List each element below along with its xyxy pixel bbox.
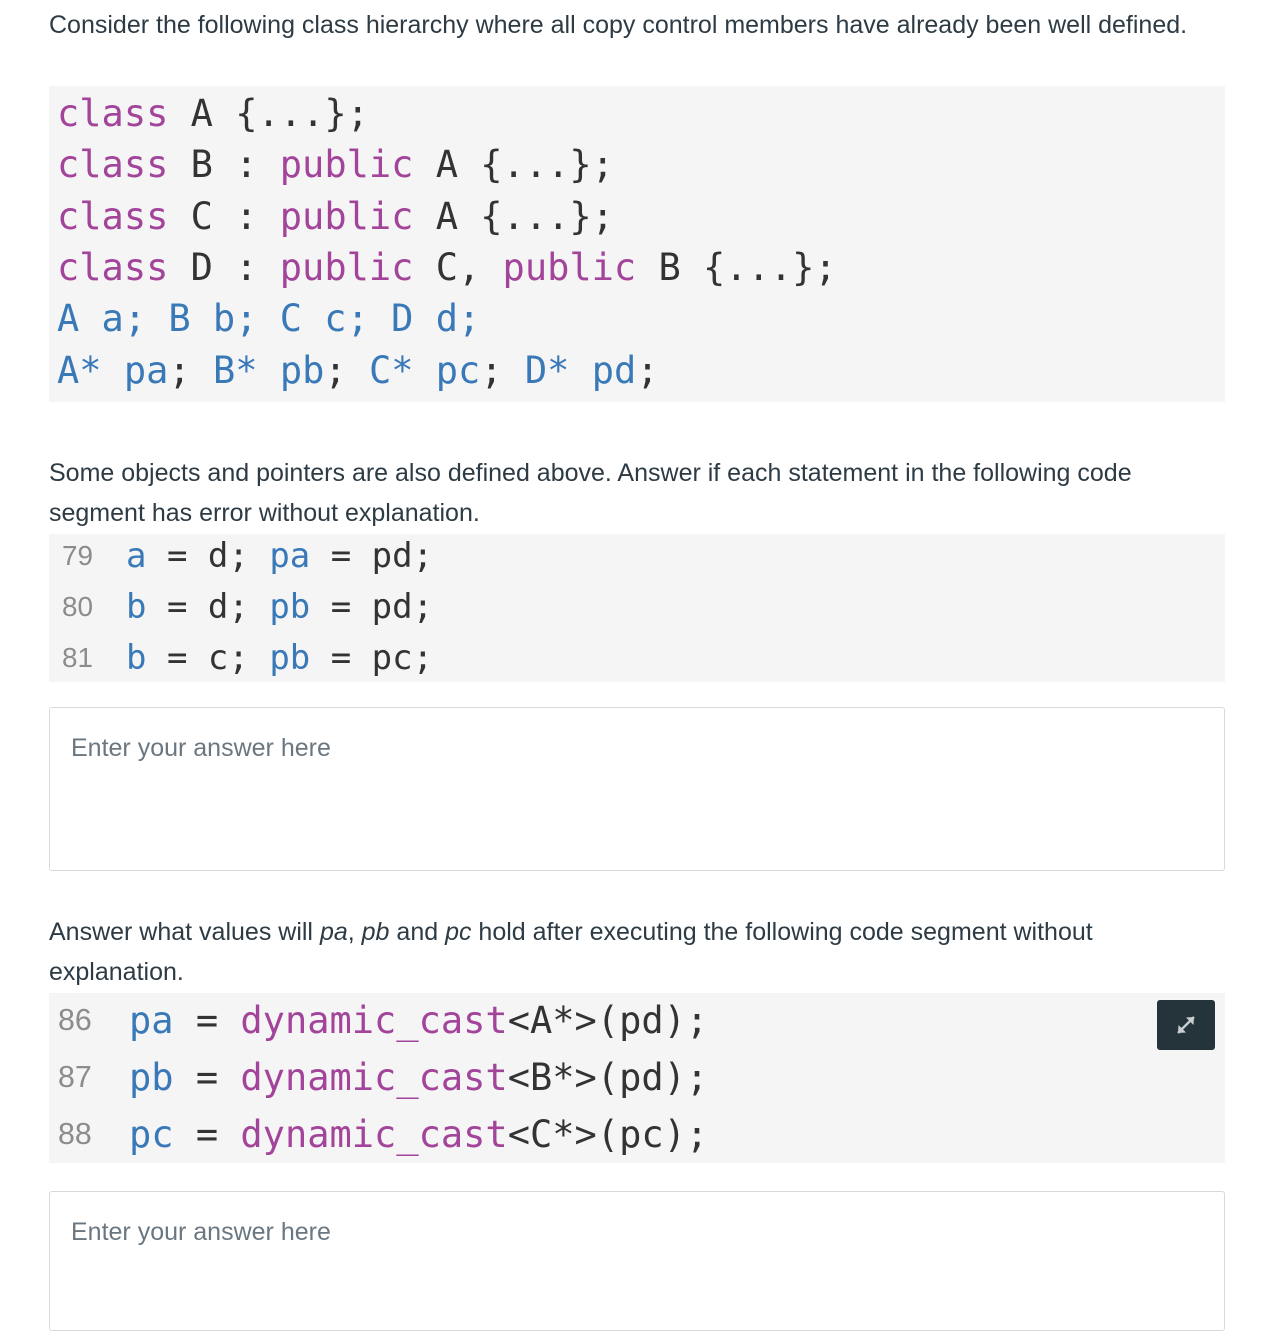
code-token: A {...}; xyxy=(413,143,614,186)
question-2-intro: Some objects and pointers are also defined above. Answer if each statement in the following code segment has error without explanation. xyxy=(49,459,1132,527)
code-token: C : xyxy=(168,195,280,238)
code-token: B {...}; xyxy=(636,246,837,289)
line-number: 79 xyxy=(62,540,94,571)
line-number: 86 xyxy=(58,1004,92,1037)
line-number: 80 xyxy=(62,591,94,622)
question-1-intro: Consider the following class hierarchy where all copy control members have already been well defined. xyxy=(49,11,1188,39)
code-line xyxy=(57,297,480,341)
line-number: 81 xyxy=(62,642,94,673)
code-token: A {...}; xyxy=(413,195,614,238)
code-token: public xyxy=(279,143,414,186)
intro-text: , xyxy=(347,918,362,946)
code-token: ; xyxy=(636,349,659,392)
dynamic-cast-code-block xyxy=(49,993,1225,1163)
intro-text: Answer what values will xyxy=(49,918,320,946)
line-number: 88 xyxy=(58,1118,92,1151)
code-line xyxy=(57,246,837,290)
code-token: = d; xyxy=(146,536,270,576)
code-token: <A*>(pd); xyxy=(507,999,709,1042)
variable-name: pc xyxy=(445,918,472,946)
code-token: pc xyxy=(435,349,481,392)
expand-arrows-icon xyxy=(1172,1011,1200,1039)
code-token: <C*>(pc); xyxy=(507,1113,709,1156)
code-token: = xyxy=(173,999,241,1042)
code-token: b xyxy=(126,587,147,627)
variable-name: pb xyxy=(361,918,390,946)
code-line xyxy=(126,534,433,578)
code-token: = xyxy=(173,1113,241,1156)
code-token: D* xyxy=(524,349,570,392)
code-token: = pc; xyxy=(310,638,434,678)
code-token xyxy=(414,349,436,392)
code-token: class xyxy=(57,246,169,289)
code-line xyxy=(57,195,614,239)
code-token: pb xyxy=(269,587,311,627)
code-line xyxy=(57,143,614,187)
code-token: = pd; xyxy=(310,587,434,627)
code-line xyxy=(57,349,659,393)
code-token: B : xyxy=(168,143,280,186)
code-token: <B*>(pd); xyxy=(507,1056,709,1099)
code-token: dynamic_cast xyxy=(240,1113,508,1156)
code-token: = d; xyxy=(146,587,270,627)
code-line xyxy=(129,1053,708,1103)
code-token xyxy=(258,349,280,392)
intro-text: hold after executing the following code segment without explanation. xyxy=(49,918,1093,986)
code-token: B* xyxy=(212,349,258,392)
statements-code-block xyxy=(49,534,1225,682)
code-token: class xyxy=(57,92,169,135)
code-token: dynamic_cast xyxy=(240,1056,508,1099)
code-token: C* xyxy=(368,349,414,392)
code-token: pa xyxy=(123,349,169,392)
code-token: = pd; xyxy=(310,536,434,576)
code-token: = xyxy=(173,1056,241,1099)
code-token: class xyxy=(57,195,169,238)
code-token: class xyxy=(57,143,169,186)
code-token: pc xyxy=(129,1113,174,1156)
code-token: A* xyxy=(57,349,102,392)
code-line xyxy=(129,996,708,1046)
line-number: 87 xyxy=(58,1061,92,1094)
code-token: ; xyxy=(480,349,525,392)
code-token: pd xyxy=(591,349,637,392)
code-token: b xyxy=(126,638,147,678)
code-token: pa xyxy=(129,999,174,1042)
answer-input-2[interactable] xyxy=(49,1191,1225,1331)
code-token: ; xyxy=(324,349,369,392)
code-token xyxy=(102,349,124,392)
code-token: public xyxy=(502,246,637,289)
code-token: A a; B b; C c; D d; xyxy=(57,297,481,340)
code-token: dynamic_cast xyxy=(240,999,508,1042)
code-token: A {...}; xyxy=(168,92,369,135)
code-token xyxy=(569,349,591,392)
expand-code-button[interactable] xyxy=(1157,1000,1215,1050)
code-token: = c; xyxy=(146,638,270,678)
code-line xyxy=(126,636,433,680)
code-token: ; xyxy=(168,349,213,392)
intro-text: and xyxy=(389,918,446,946)
code-token: pb xyxy=(279,349,325,392)
code-token: pa xyxy=(269,536,311,576)
code-line xyxy=(129,1110,708,1160)
code-line xyxy=(126,585,433,629)
variable-name: pa xyxy=(319,918,348,946)
answer-input-1[interactable] xyxy=(49,707,1225,871)
code-token: D : xyxy=(168,246,280,289)
code-token: pb xyxy=(269,638,311,678)
code-token: public xyxy=(279,246,414,289)
code-token: public xyxy=(279,195,414,238)
code-token: a xyxy=(126,536,147,576)
question-3-intro xyxy=(49,912,1229,992)
code-token: pb xyxy=(129,1056,174,1099)
code-token: C, xyxy=(413,246,503,289)
code-line xyxy=(57,92,369,136)
class-hierarchy-code-block xyxy=(49,86,1225,402)
